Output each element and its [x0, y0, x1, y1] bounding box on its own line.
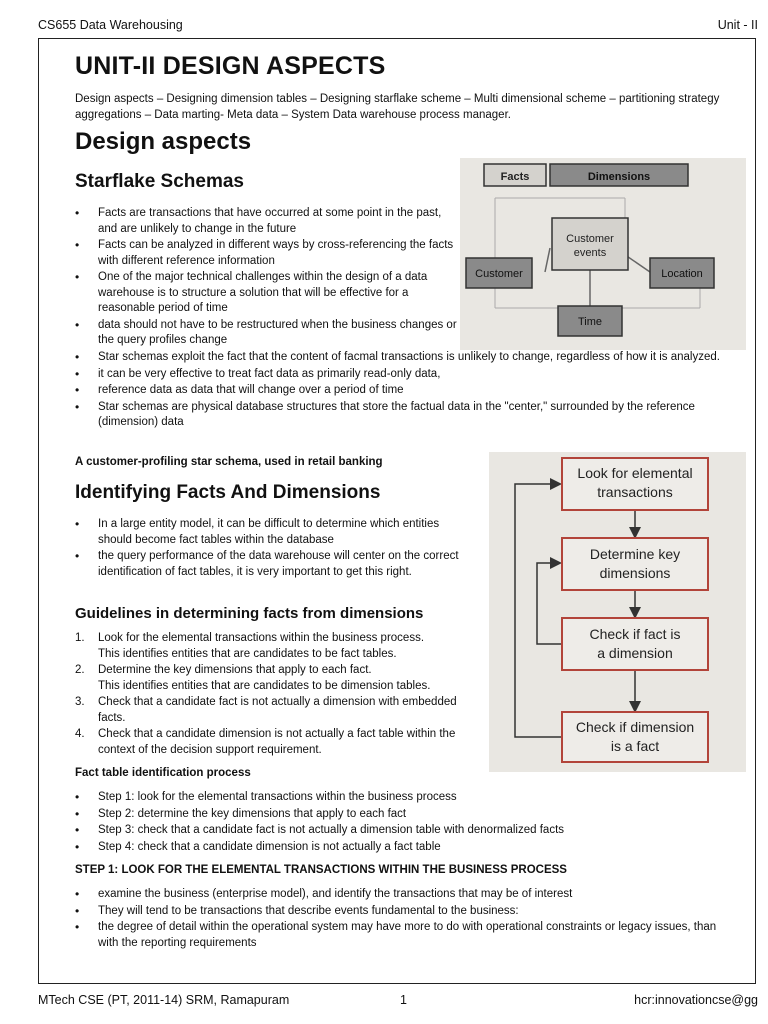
- star-schema-diagram: [460, 158, 746, 350]
- step1-heading: STEP 1: LOOK FOR THE ELEMENTAL TRANSACTIONS WITHIN THE BUSINESS PROCESS: [75, 864, 567, 876]
- flow-box-2-line-2: dimensions: [599, 565, 671, 581]
- starflake-bullets-narrow: [75, 206, 460, 350]
- design-aspects-heading: Design aspects: [75, 128, 252, 155]
- list-item: • Star schemas exploit the fact that the content of facmal transactions is unlikely to change, regardless of how it is analyzed.: [75, 350, 725, 366]
- list-item: 2. Determine the key dimensions that apply to each fact. This identifies entities that are candidates to be dimension tables.: [75, 664, 431, 692]
- flow-box-3-line-1: Check if fact is: [589, 626, 681, 642]
- list-item: • One of the major technical challenges within the design of a data warehouse is to structure a solution that will be effective for a reasonable period of time: [75, 270, 460, 317]
- list-item: • Step 3: check that a candidate fact is not actually a dimension table with denormalized facts: [75, 823, 725, 839]
- list-item: • Step 2: determine the key dimensions that apply to each fact: [75, 807, 725, 823]
- list-item: • In a large entity model, it can be difficult to determine which entities should become fact tables within the database: [75, 517, 475, 548]
- intro-paragraph: Design aspects – Designing dimension tables – Designing starflake scheme – Multi dimensional scheme – partitioning strategy aggregations – Data marting- Meta data – System Data warehouse process manager.: [75, 93, 720, 121]
- list-item: • Facts can be analyzed in different ways by cross-referencing the facts with different reference information: [75, 238, 460, 269]
- list-item: • They will tend to be transactions that describe events fundamental to the business:: [75, 904, 725, 920]
- flow-box-2-line-1: Determine key: [589, 546, 681, 562]
- list-item: • the degree of detail within the operational system may have more to do with operational constraints or legacy issues, than with the reporting requirements: [75, 920, 725, 951]
- fact-process-caption: Fact table identification process: [75, 767, 251, 779]
- flow-box-3-line-2: a dimension: [597, 645, 673, 661]
- page-header: [38, 18, 758, 32]
- list-item: • Facts are transactions that have occurred at some point in the past, and are unlikely to change in the future: [75, 206, 460, 237]
- page-title: UNIT-II DESIGN ASPECTS: [75, 52, 386, 80]
- star-schema-caption: A customer-profiling star schema, used in retail banking: [75, 456, 383, 468]
- customer-events-label-2: events: [573, 247, 607, 259]
- header-left: CS655 Data Warehousing: [38, 18, 183, 32]
- identifying-heading: Identifying Facts And Dimensions: [75, 482, 381, 503]
- flowchart-figure: [489, 452, 746, 772]
- starflake-bullets-wide: [75, 350, 725, 432]
- identifying-bullets: [75, 517, 475, 581]
- star-schema-figure: [460, 158, 746, 350]
- list-item: • Step 4: check that a candidate dimension is not actually a fact table: [75, 840, 725, 856]
- footer-right: hcr:innovationcse@gg: [634, 993, 758, 1007]
- list-item: • Star schemas are physical database structures that store the factual data in the "center," surrounded by the reference (dimension) data: [75, 400, 725, 431]
- list-item: • it can be very effective to treat fact data as primarily read-only data,: [75, 367, 725, 383]
- flow-box-1-line-2: transactions: [597, 484, 673, 500]
- list-item: • Step 1: look for the elemental transactions within the business process: [75, 790, 725, 806]
- footer-left: MTech CSE (PT, 2011-14) SRM, Ramapuram: [38, 993, 290, 1007]
- flow-box-4-line-1: Check if dimension: [575, 719, 695, 735]
- facts-label: Facts: [500, 171, 530, 183]
- list-item: 1. Look for the elemental transactions within the business process. This identifies entities that are candidates to be fact tables.: [75, 632, 425, 660]
- flow-box-1-line-1: Look for elemental: [577, 465, 693, 481]
- list-item: • examine the business (enterprise model), and identify the transactions that may be of interest: [75, 887, 725, 903]
- customer-events-label-1: Customer: [566, 233, 614, 245]
- guidelines-list: [75, 631, 485, 759]
- customer-label: Customer: [475, 268, 523, 280]
- fact-identification-flowchart: [489, 452, 746, 772]
- fact-process-steps: [75, 790, 725, 856]
- dimensions-label: Dimensions: [587, 171, 651, 183]
- list-item: 3. Check that a candidate fact is not actually a dimension with embedded facts.: [75, 696, 457, 724]
- header-right: Unit - II: [717, 18, 758, 32]
- guidelines-heading: Guidelines in determining facts from dimensions: [75, 605, 424, 622]
- list-item: 4. Check that a candidate dimension is not actually a fact table within the context of the decision support requirement.: [75, 728, 456, 756]
- list-item: • reference data as data that will change over a period of time: [75, 383, 725, 399]
- time-label: Time: [577, 316, 603, 328]
- step1-bullets: [75, 887, 725, 952]
- page-footer: [38, 993, 758, 1007]
- flow-box-4-line-2: is a fact: [610, 738, 660, 754]
- location-label: Location: [661, 268, 703, 280]
- list-item: • data should not have to be restructured when the business changes or the query profiles change: [75, 318, 460, 349]
- list-item: • the query performance of the data warehouse will center on the correct identification of fact tables, it is very important to get this right.: [75, 549, 475, 580]
- page-number: 1: [400, 993, 407, 1007]
- starflake-heading: Starflake Schemas: [75, 171, 244, 192]
